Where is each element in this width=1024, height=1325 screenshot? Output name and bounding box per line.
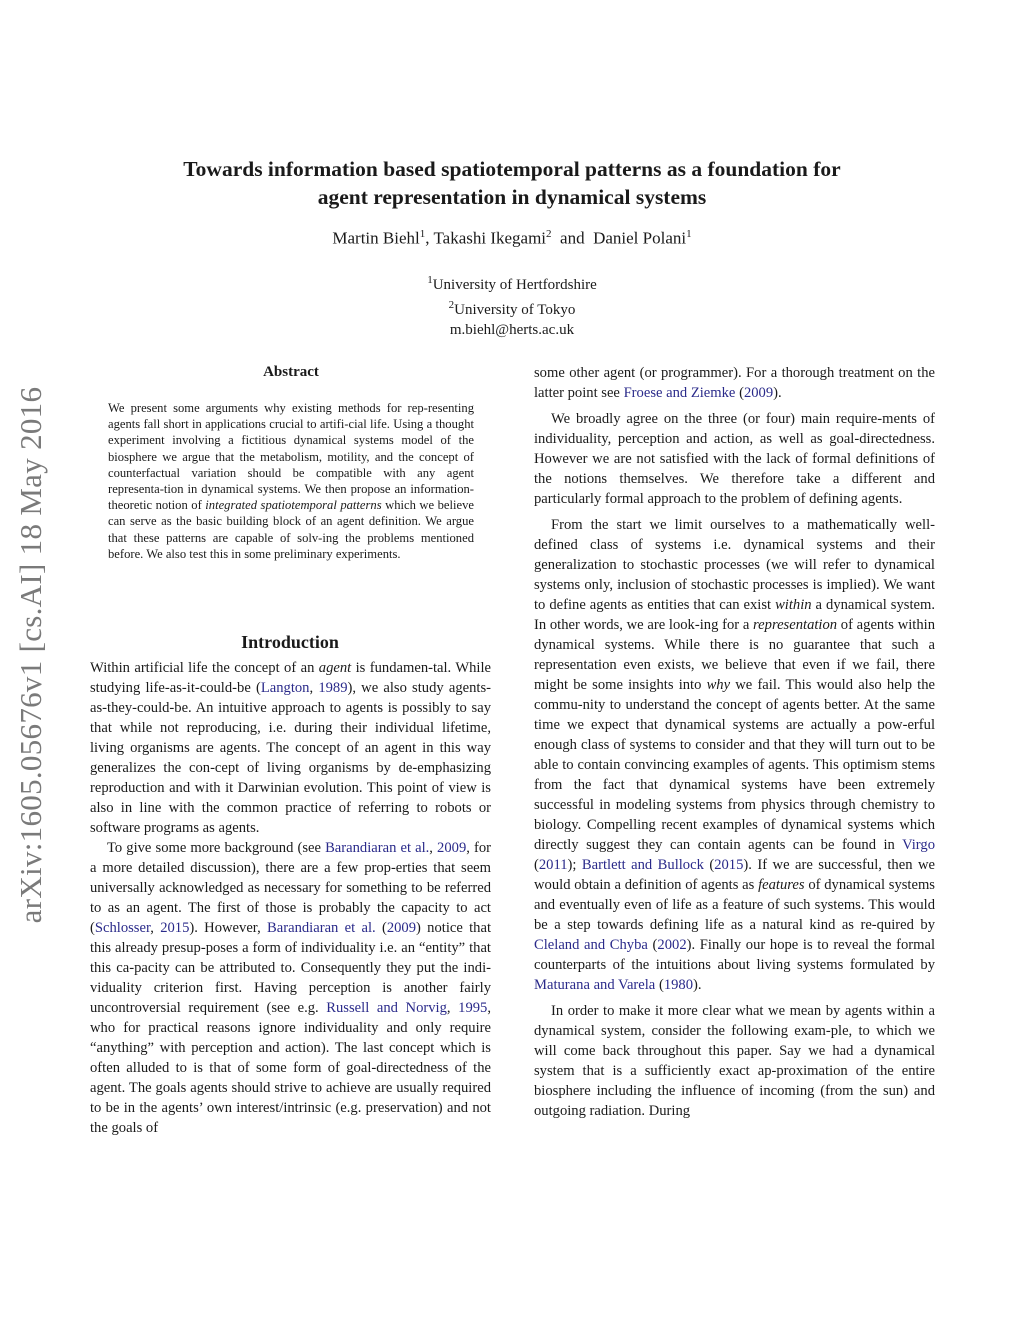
right-column: [534, 363, 935, 1121]
citation-link[interactable]: 2015: [160, 920, 190, 936]
abstract-heading: Abstract: [263, 364, 319, 380]
title-line-2: agent representation in dynamical systems: [317, 185, 707, 209]
citation-link[interactable]: 2011: [538, 857, 568, 873]
citation-link[interactable]: 2009: [437, 840, 467, 856]
paragraph: Within artificial life the concept of an agent is fundamen-tal. While studying life-as-it-could-be (Langton, 1989), we also study agents-as-they-could-be. An intuitive approach to agents is possibly to say that while not reproducing, i.e. during their individual lifetime, living organisms are agents. The concept of an agent in this way generalizes the con-cept of living organisms by de-emphasizing reproduction and with it Darwinian evolution. This point of view is also in line with the common practice of referring to robots or software programs as agents.: [90, 660, 492, 836]
paragraph: To give some more background (see Barandiaran et al., 2009, for a more detailed discussion), there are a few prop-erties that seem universally acknowledged as necessary for something to be referred to as an agent. The first of those is probably the capacity to act (Schlosser, 2015). However, Barandiaran et al. (2009) notice that this already presup-poses a form of individuality i.e. an “entity” that this ca-pacity can be attributed to. Consequently they put the indi-viduality criterion first. Having perception is another fairly uncontroversial requirement (see e.g. Russell and Norvig, 1995, who for practical reasons ignore individuality and only require “anything” with perception and action). The last concept which is often alluded to is that of some form of goal-directedness of the agent. The goals agents should strive to achieve are usually required to be in the agents’ own interest/intrinsic (e.g. preservation) and not the goals of: [90, 840, 492, 1136]
citation-link[interactable]: Schlosser: [94, 920, 151, 936]
paragraph: some other agent (or programmer). For a thorough treatment on the latter point see Froese and Ziemke (2009).: [534, 365, 935, 401]
author-name: Takashi Ikegami: [433, 228, 547, 248]
paragraph: In order to make it more clear what we mean by agents within a dynamical system, consider the following exam-ple, to which we will come back throughout this paper. Say we had a dynamical system that is a sufficiently exact ap-proximation of the entire biosphere including the influence of incoming (from the sun) and outgoing radiation. During: [534, 1003, 935, 1119]
author-list: Martin Biehl$^1$, Takashi Ikegami$^2$ and Daniel Polani$^1$: [332, 228, 692, 248]
affiliation: University of Hertfordshire: [432, 277, 597, 293]
title-line-1: Towards information based spatiotemporal patterns as a foundation for: [183, 157, 841, 181]
citation-link[interactable]: Virgo: [902, 837, 935, 853]
affiliation-marker: 2: [546, 228, 552, 240]
affiliation-marker: 1: [427, 274, 433, 286]
contact-email: m.biehl@herts.ac.uk: [449, 322, 575, 338]
affiliation-marker: 2: [448, 299, 455, 311]
author-separator: and: [560, 228, 585, 248]
citation-link[interactable]: 1980: [663, 977, 693, 993]
citation-link[interactable]: 2015: [714, 857, 744, 873]
citation-link[interactable]: Cleland and Chyba: [534, 937, 648, 953]
paragraph: We broadly agree on the three (or four) main require-ments of individuality, perception and action, as well as goal-directedness. However we are not satisfied with the lack of formal definitions of the notions themselves. We therefore take a different and particularly formal approach to the problem of defining agents.: [534, 411, 935, 507]
author-name: Daniel Polani: [593, 228, 687, 248]
paragraph: From the start we limit ourselves to a mathematically well-defined class of systems i.e. dynamical systems and their generalization to stochastic processes (we will refer to dynamical systems only, inclusion of stochastic processes is implied). We want to define agents as entities that can exist within a dynamical system. In other words, we are look-ing for a representation of agents within dynamical systems. While there is no guarantee that such a representation even exists, we believe that even if we fail, there might be some insights into why we fail. This would also help the commu-nity to understand the concept of agents better. At the same time we expect that dynamical systems are actually a pow-erful enough class of systems to consider and that they will turn out to be able to contain convincing examples of agents. This optimism stems from the fact that dynamical systems have been extremely successful in modeling systems from physics through chemistry to biology. Compelling recent examples of dynamical systems which directly suggest they can contain agents can be found in Virgo (2011); Bartlett and Bullock (2015). If we are successful, then we would obtain a definition of agents as features of dynamical systems and eventually even of life as a feature of such systems. This would be a step towards defining life as a natural kind as re-quired by Cleland and Chyba (2002). Finally our hope is to reveal the formal counterparts of the intuitions about living systems formulated by Maturana and Varela (1980).: [534, 517, 936, 993]
citation-link[interactable]: Bartlett and Bullock: [581, 857, 704, 873]
abstract-text: We present some arguments why existing methods for rep-resenting agents fall short in applications crucial to artifi-cial life. Using a thought experiment involving a fictitious dynamical systems model of the biosphere we argue that the metabolism, motility, and the concept of counterfactual variation should be compatible with any agent representa-tion in dynamical systems. We then propose an information-theoretic notion of integrated spatiotemporal patterns which we believe can serve as the basic building block of an agent definition. We argue that these patterns are capable of solv-ing the problems mentioned before. We also test this in some preliminary experiments.: [108, 401, 474, 561]
citation-link[interactable]: 2002: [657, 937, 687, 953]
affiliations: [100, 270, 924, 340]
citation-link[interactable]: Barandiaran et al.: [325, 840, 430, 856]
affiliation-marker: 1: [686, 228, 692, 240]
affiliation: University of Tokyo: [454, 302, 576, 318]
paper-title: [100, 155, 924, 211]
citation-link[interactable]: Froese and Ziemke: [623, 385, 736, 401]
section-heading-introduction: Introduction: [241, 632, 339, 652]
left-column: [90, 658, 491, 1138]
citation-link[interactable]: 2009: [743, 385, 774, 401]
affiliation-marker: 1: [419, 228, 426, 240]
citation-link[interactable]: 1989: [318, 680, 348, 696]
citation-link[interactable]: Russell and Norvig: [326, 1000, 447, 1016]
arxiv-identifier-stamp: arXiv:1605.05676v1 [cs.AI] 18 May 2016: [13, 386, 48, 924]
author-name: Martin Biehl: [332, 228, 420, 248]
citation-link[interactable]: Langton: [260, 680, 310, 696]
citation-link[interactable]: 2009: [386, 920, 417, 936]
citation-link[interactable]: Barandiaran et al.: [267, 920, 376, 936]
citation-link[interactable]: 1995: [458, 1000, 488, 1016]
citation-link[interactable]: Maturana and Varela: [534, 977, 656, 993]
